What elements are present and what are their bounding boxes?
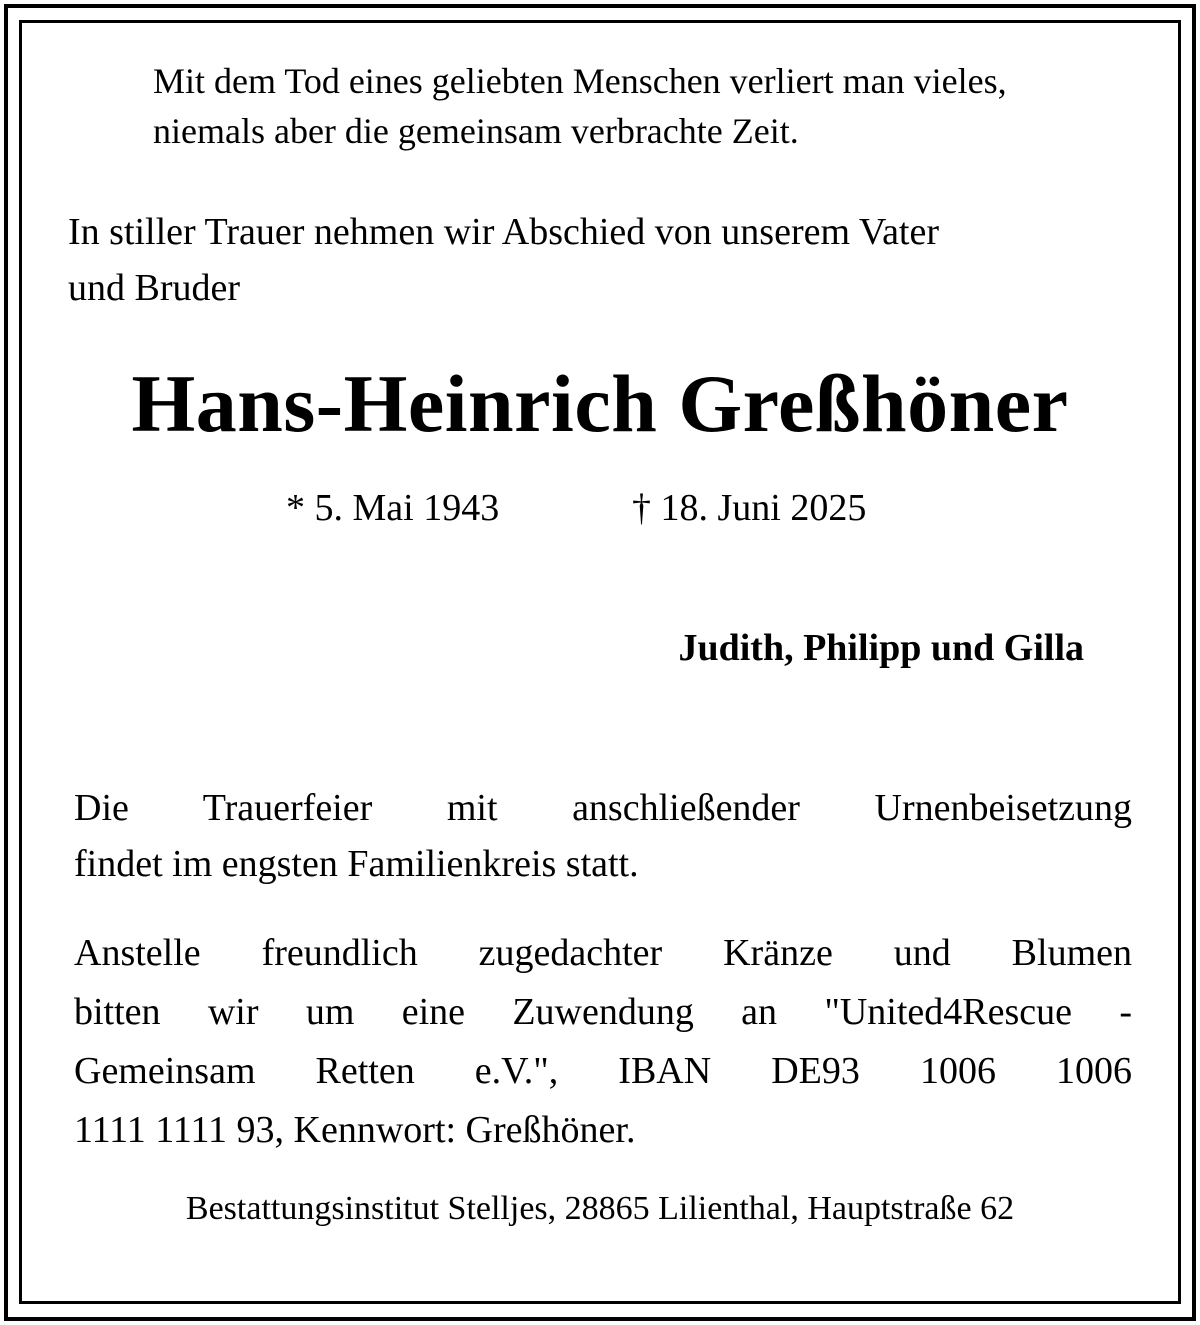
donation-line-4: 1111 1111 93, Kennwort: Greßhöner. (74, 1109, 636, 1151)
intro-line-2: und Bruder (68, 267, 241, 309)
quote-line-2: niemals aber die gemeinsam verbrachte Zeit. (153, 111, 799, 151)
donation-line-1: Anstelle freundlich zugedachter Kränze und Blumen (74, 932, 1132, 974)
quote-line-1: Mit dem Tod eines geliebten Menschen verliert man vieles, (153, 61, 1007, 101)
undertaker-address: Bestattungsinstitut Stelljes, 28865 Lilienthal, Hauptstraße 62 (185, 1190, 1015, 1227)
intro-line-1: In stiller Trauer nehmen wir Abschied von unserem Vater (68, 211, 940, 253)
death-date: † 18. Juni 2025 (632, 487, 867, 529)
ceremony-line-1: Die Trauerfeier mit anschließender Urnenbeisetzung (74, 787, 1132, 829)
ceremony-line-2: findet im engsten Familienkreis statt. (74, 843, 639, 885)
deceased-name: Hans-Heinrich Greßhöner (131, 358, 1069, 449)
donation-line-2: bitten wir um eine Zuwendung an "United4Rescue - (74, 991, 1132, 1033)
birth-date: * 5. Mai 1943 (286, 487, 500, 529)
donation-line-3: Gemeinsam Retten e.V.", IBAN DE93 1006 1006 (74, 1050, 1132, 1092)
mourners-names: Judith, Philipp und Gilla (678, 627, 1084, 669)
